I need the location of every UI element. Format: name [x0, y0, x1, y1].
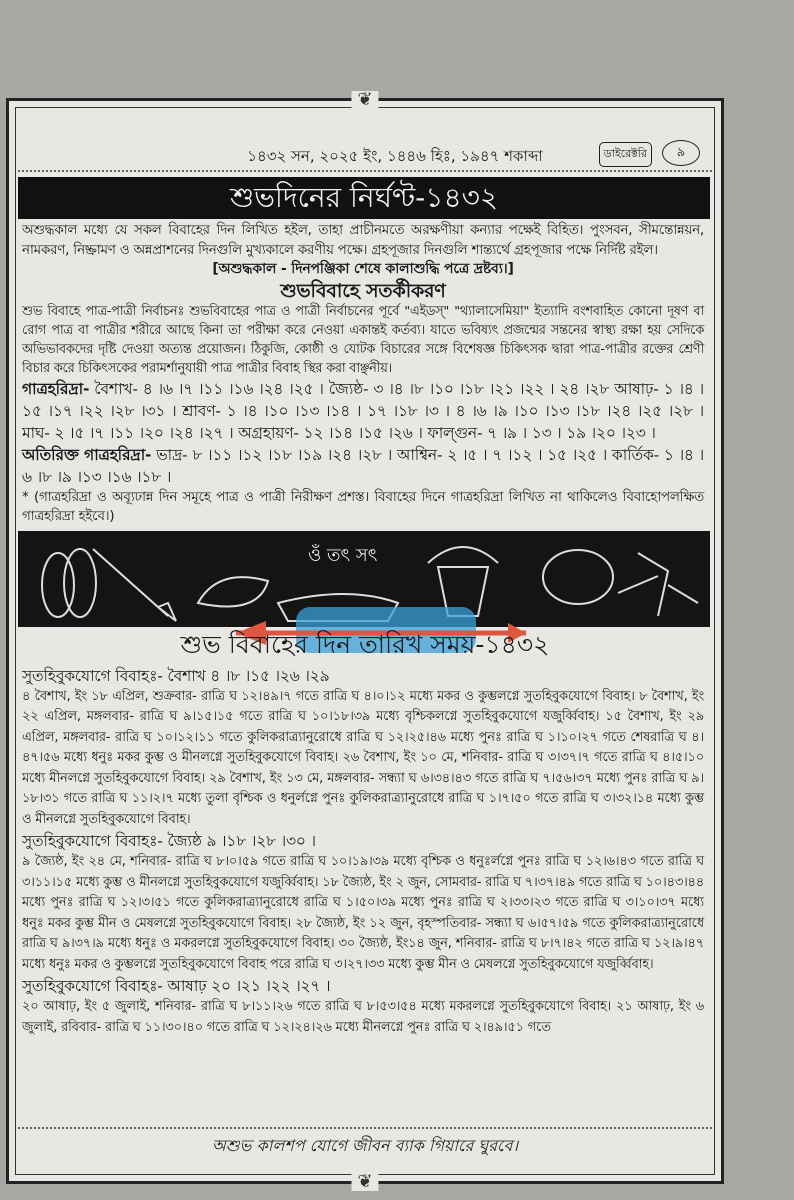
section-heading-ashar: সুতহিবুকযোগে বিবাহঃ- আষাঢ় ২০ ।২১ ।২২ ।২৭ । [22, 977, 331, 995]
intro-section [16, 219, 714, 527]
wedding-dates-title: শুভ বিবাহের দিন তারিখ সময়-১৪৩২ [180, 629, 550, 659]
intro-text: অশুদ্ধকাল মধ্যে যে সকল বিবাহের দিন লিখিত হইল, তাহা প্রাচীনমতে অরক্ষণীয়া কন্যার পক্ষেই বিহিত। পুংসবন, সীমন্তোন্নয়ন, নামকরণ, নিষ্ক্রামণ ও অন্নপ্রাশনের দিনগুলি মুখ্যকালে করণীয় পক্ষে। গ্রহপূজার দিনগুলি শান্ত্যর্থে গ্রহপূজার পক্ষে নির্দিষ্ট রইল। [22, 223, 704, 258]
extra-gatra-label: অতিরিক্ত গাত্রহরিদ্রা- [22, 445, 152, 464]
wedding-dates-title-area [16, 627, 714, 663]
note-text: [অশুদ্ধকাল - দিনপঞ্জিকা শেষে কালাশুদ্ধি পত্রে দ্রষ্টব্য।] [212, 261, 514, 277]
section-heading-jyaishtha: সুতহিবুকযোগে বিবাহঃ- জ্যৈষ্ঠ ৯ ।১৮ ।২৮ ।৩০ । [22, 832, 316, 850]
gatra-dates: বৈশাখ- ৪ ।৬ ।৭ ।১১ ।১৬ ।২৪ ।২৫ । জ্যৈষ্ঠ- ৩ ।৪ ।৮ ।১০ ।১৮ ।২১ ।২২ । ২৪ ।২৮ আষাঢ়- ১ ।৪ ।১৫ ।১৭ ।২২ ।২৮ ।৩১ । শ্রাবণ- ১ ।৪ ।১০ ।১৩ ।১৪ । ১৭ ।১৮ ।৩ । ৪ ।৬ ।৯ ।১০ ।১৩ ।১৮ ।২৪ ।২৫ ।২৮ । মাঘ- ২ ।৫ ।৭ ।১১ ।২০ ।২৪ ।২৭ । অগ্রহায়ণ- ১২ ।১৪ ।১৫ ।২৬ । ফাল্গুন- ৭ ।৯ । ১৩ । ১৯ ।২০ ।২৩ । [22, 379, 704, 442]
section-body-ashar: ২০ আষাঢ়, ইং ৫ জুলাই, শনিবার- রাত্রি ঘ ৮।১১।২৬ গতে রাত্রি ঘ ৮।৫৩।৫৪ মধ্যে মকরলগ্নে সুতহিবুকযোগে বিবাহ। ২১ আষাঢ়, ইং ৬ জুলাই, রবিবার- রাত্রি ঘ ১১।৩০।৪০ গতে রাত্রি ঘ ১২।২৪।২৬ মধ্যে মীনলগ্নে পুনঃ রাত্রি ঘ ২।৪৯।৫১ গতে [22, 999, 704, 1035]
footer-slogan: অশুভ কালশপ যোগে জীবন ব্যাক গিয়ারে ঘুরবে। [211, 1136, 519, 1155]
om-tat-sat-text: ওঁ তৎ সৎ [308, 544, 378, 566]
page-number: ৯ [662, 140, 700, 166]
almanac-page [6, 89, 724, 1192]
extra-gatra-dates: ভাদ্র- ৮ ।১১ ।১২ ।১৮ ।১৯ ।২৪ ।২৮ । আশ্বিন- ২ ।৫ । ৭ ।১২ । ১৫ ।২৫ । কার্তিক- ১ ।৪ ।৬ ।৮ ।৯ ।১৩ ।১৬ ।১৮ । [22, 445, 705, 486]
section-badge: ডাইরেক্টরি [599, 142, 652, 167]
page-header [16, 142, 714, 168]
gatra-label: গাত্রহরিদ্রা- [22, 379, 90, 398]
caution-text: শুভ বিবাহে পাত্র-পাত্রী নির্বাচনঃ শুভবিবাহের পাত্র ও পাত্রী নির্বাচনের পূর্বে "এইডস্" "থ্যালাসেমিয়া" ইত্যাদি বংশবাহিত কোনো দূষণ বা রোগ পাত্র বা পাত্রীর শরীরে আছে কিনা তা পরীক্ষা করে নেওয়া একান্তই কর্তব্য। যাতে ভবিষ্যৎ প্রজন্মের সন্তনের স্বাস্থ্য রক্ষা হয় সেদিকে অভিভাবকদের দৃষ্টি দেওয়া অত্যন্ত প্রয়োজন। ঠিকুজি, কোষ্ঠী ও যোটক বিচারের সঙ্গে বিশেষজ্ঞ চিকিৎসক দ্বারা পাত্র-পাত্রীর রক্তের শ্রেণী বিচার করে চিকিৎসকের পরামর্শানুযায়ী পাত্র পাত্রীর বিবাহ স্থির করা বাঞ্ছনীয়। [22, 303, 704, 376]
bottom-ornament-icon: ❦ [351, 1173, 378, 1191]
wedding-dates-section [16, 663, 714, 1126]
section-heading-baishakh: সুতহিবুকযোগে বিবাহঃ- বৈশাখ ৪ ।৮ ।১৫ ।২৬ ।২৯ [22, 666, 330, 685]
top-ornament-icon: ❦ [351, 91, 378, 109]
section-body-jyaishtha: ৯ জ্যৈষ্ঠ, ইং ২৪ মে, শনিবার- রাত্রি ঘ ৮।০।৫৯ গতে রাত্রি ঘ ১০।১৯।৩৯ মধ্যে বৃশ্চিক ও ধনুঃর্লগ্নে পুনঃ রাত্রি ঘ ১২।৬।৪৩ গতে রাত্রি ঘ ৩।১১।১৫ মধ্যে কুম্ভ ও মীনলগ্নে সুতহিবুকযোগে যজুর্ব্বিবাহ। ১৮ জ্যৈষ্ঠ, ইং ২ জুন, সোমবার- রাত্রি ঘ ৭।৩৭।৪৯ গতে রাত্রি ঘ ১০।৪৩।৪৪ মধ্যে পুনঃ রাত্রি ঘ ১২।৩।৫১ গতে কুলিকরাত্র্যানুরোধে রাত্রি ঘ ১।৫০।৩৯ মধ্যে পুনঃ রাত্রি ঘ ২।৩৩।২৩ গতে রাত্রি ঘ ৩।১০।৩৭ মধ্যে ধনুঃ মকর কুম্ভ মীন ও মেষলগ্নে সুতহিবুকযোগে বিবাহ। ২৮ জ্যৈষ্ঠ, ইং ১২ জুন, বৃহস্পতিবার- সন্ধ্যা ঘ ৬।৫৭।৫৯ গতে কুলিকরাত্র্যানুরোধে রাত্রি ঘ ৯।৩৭।৯ মধ্যে ধনুঃ ও মকরলগ্নে সুতহিবুকযোগে বিবাহ। ৩০ জ্যৈষ্ঠ, ইং১৪ জুন, শনিবার- রাত্রি ঘ ৮।৭।৪২ গতে রাত্রি ঘ ১২।৯।৪৭ মধ্যে ধনুঃ মকর ও কুম্ভলগ্নে সুতহিবুকযোগে বিবাহ পরে রাত্রি ঘ ৩।২৭।৩৩ মধ্যে কুম্ভ মীন ও মেষলগ্নে সুতহিবুকযোগে যজুর্ব্বিবাহ। [22, 854, 704, 972]
page-frame [15, 107, 715, 1175]
section-body-baishakh: ৪ বৈশাখ, ইং ১৮ এপ্রিল, শুক্রবার- রাত্রি ঘ ১২।৪৯।৭ গতে রাত্রি ঘ ৪।০।১২ মধ্যে মকর ও কুম্ভলগ্নে সুতহিবুকযোগে বিবাহ। ৮ বৈশাখ, ইং ২২ এপ্রিল, মঙ্গলবার- রাত্রি ঘ ৯।১৫।১৫ গতে রাত্রি ঘ ১০।১৮।৩৯ মধ্যে বৃশ্চিকলগ্নে সুতহিবুকযোগে যজুর্ব্বিবাহ। ১৫ বৈশাখ, ইং ২৯ এপ্রিল, মঙ্গলবার- রাত্রি ঘ ১০।১২।১১ গতে কুলিকরাত্র্যানুরোধে রাত্রি ঘ ১২।২৫।৪৬ মধ্যে পুনঃ রাত্রি ঘ ১।১০।২৭ গতে শেষরাত্রি ঘ ৪।৪৭।৫৬ মধ্যে ধনুঃ মকর কুম্ভ ও মীনলগ্নে সুতহিবুকযোগে বিবাহ। ২৬ বৈশাখ, ইং ১০ মে, শনিবার- রাত্রি ঘ ৩।৩৭।৭ গতে রাত্রি ঘ ৪।৫।১০ মধ্যে মীনলগ্নে সুতহিবুকযোগে বিবাহ। ২৯ বৈশাখ, ইং ১৩ মে, মঙ্গলবার- সন্ধ্যা ঘ ৬।৩৪।৪৩ গতে রাত্রি ঘ ৭।৫৬।৩৭ মধ্যে পুনঃ রাত্রি ঘ ৯।১৮।৩১ গতে রাত্রি ঘ ১১।২।৭ মধ্যে তুলা বৃশ্চিক ও ধনুর্লগ্নে পুনঃ কুলিকরাত্র্যানুরোধে রাত্রি ঘ ১।৭।৫০ গতে রাত্রি ঘ ৩।৩২।১৪ মধ্যে কুম্ভ ও মীনলগ্নে সুতহিবুকযোগে বিবাহ। [22, 688, 704, 827]
page-title: শুভদিনের নির্ঘণ্ট-১৪৩২ [18, 177, 710, 219]
year-line: ১৪৩২ সন, ২০২৫ ইং, ১৪৪৬ হিঃ, ১৯৪৭ শকাব্দা [247, 147, 543, 165]
caution-title: শুভবিবাহে সতর্কীকরণ [280, 279, 446, 302]
footnote: * (গাত্রহরিদ্রা ও অব্যূঢান্ন দিন সমূহে পাত্র ও পাত্রী নিরীক্ষণ প্রশস্ত। বিবাহের দিনে গাত্রহরিদ্রা লিখিত না থাকিলেও বিবাহোপলক্ষিত গাত্রহরিদ্রা হইবে।) [22, 489, 704, 524]
divider [18, 170, 712, 175]
